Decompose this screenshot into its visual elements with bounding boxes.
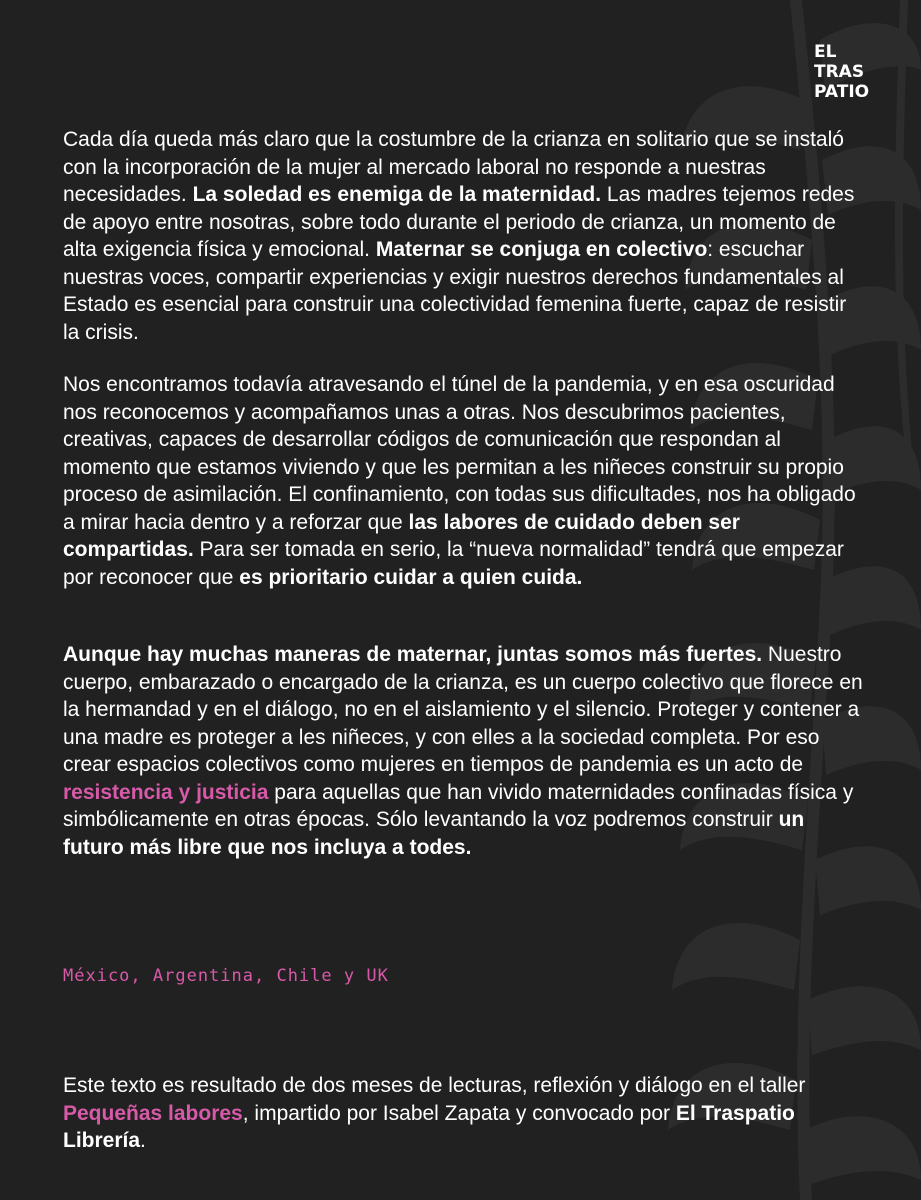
p1-text-2: Las madres tejemos redes de apoyo entre nosotras, sobre todo durante el periodo de crianza, un momento de alta exigencia física y emocional.	[63, 183, 855, 261]
bookstore-name: El Traspatio Librería	[63, 1101, 795, 1152]
p1-text-3: : escuchar nuestras voces, compartir experiencias y exigir nuestros derechos fundamentales al Estado es esencial para construir una colectividad femenina fuerte, capaz de resistir la crisis.	[63, 238, 847, 344]
logo-line-3: PATIO	[814, 82, 870, 102]
paragraph-3	[63, 641, 863, 861]
logo-line-2: TRAS	[814, 62, 865, 82]
p3-bold-2: un futuro más libre que nos incluya a todes.	[63, 808, 805, 859]
p2-bold-2: es prioritario cuidar a quien cuida.	[239, 565, 583, 589]
logo-line-1: EL	[814, 42, 837, 62]
p3-text-2: para aquellas que han vivido maternidades confinadas física y simbólicamente en otras épocas. Sólo levantando la voz podremos construir	[63, 780, 854, 831]
p2-text-1: Nos encontramos todavía atravesando el túnel de la pandemia, y en esa oscuridad nos reconocemos y acompañamos unas a otras. Nos descubrimos pacientes, creativas, capaces de desarrollar códigos de comunicación que respondan al momento que estamos viviendo y que les permitan a les niñeces construir su propio proceso de asimilación. El confinamiento, con todas sus dificultades, nos ha obligado a mirar hacia dentro y a reforzar que	[63, 373, 856, 534]
el-traspatio-logo	[814, 42, 874, 102]
footer-text-2: , impartido por Isabel Zapata y convocado por	[242, 1101, 676, 1125]
places-line: México, Argentina, Chile y UK	[63, 966, 389, 986]
p2-bold-1: las labores de cuidado deben ser compartidas.	[63, 510, 740, 561]
p1-bold-1: La soledad es enemiga de la maternidad.	[192, 183, 602, 206]
p3-highlight: resistencia y justicia	[63, 780, 269, 804]
p2-text-2: Para ser tomada en serio, la “nueva normalidad” tendrá que empezar por reconocer que	[63, 538, 844, 589]
p3-text-1: Nuestro cuerpo, embarazado o encargado de la crianza, es un cuerpo colectivo que florece en la hermandad y en el diálogo, no en el aislamiento y el silencio. Proteger y contener a una madre es proteger a les niñeces, y con elles a la sociedad completa. Por eso crear espacios colectivos como mujeres en tiempos de pandemia es un acto de	[63, 643, 863, 776]
paragraph-2	[63, 371, 863, 591]
paragraph-1	[63, 126, 863, 346]
footer-text-1: Este texto es resultado de dos meses de lecturas, reflexión y diálogo en el taller	[63, 1074, 806, 1097]
workshop-name: Pequeñas labores	[63, 1101, 243, 1125]
footer-text-3: .	[140, 1129, 146, 1152]
p3-bold-1: Aunque hay muchas maneras de maternar, juntas somos más fuertes.	[63, 643, 763, 666]
p1-bold-2: Maternar se conjuga en colectivo	[375, 238, 708, 261]
credits-paragraph	[63, 1072, 863, 1155]
p1-text-1: Cada día queda más claro que la costumbre de la crianza en solitario que se instaló con la incorporación de la mujer al mercado laboral no responde a nuestras necesidades.	[63, 128, 844, 206]
manifesto-text	[63, 126, 863, 861]
